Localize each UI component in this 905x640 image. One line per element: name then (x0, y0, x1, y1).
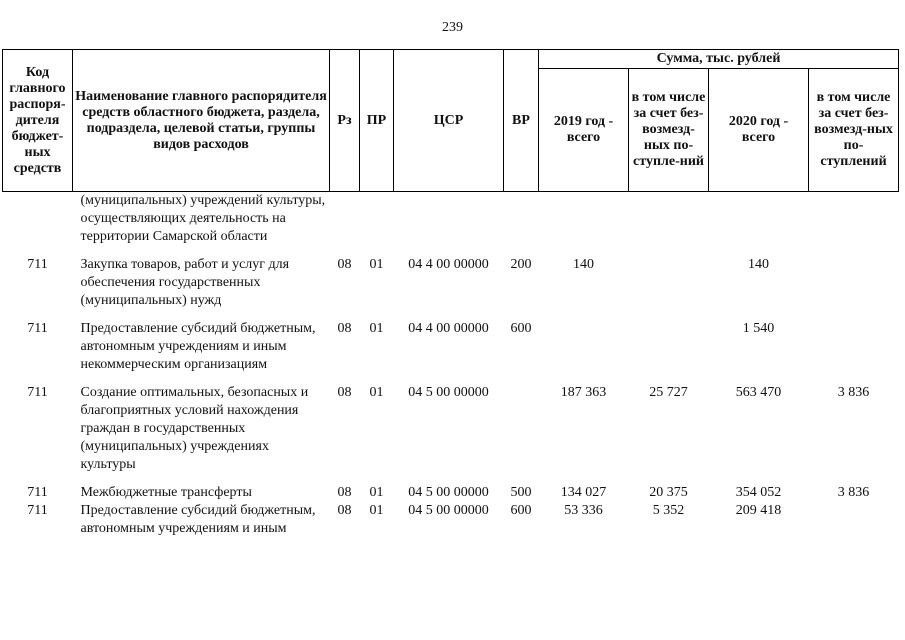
cell-pr: 01 (369, 485, 384, 500)
header-2019-total: 2019 год - всего (539, 69, 629, 192)
cell-pr (360, 192, 394, 247)
cell-name: Создание оптимальных, безопасных и благоприятных условий нахождения граждан в государственных (муниципальных) учреждениях культуры (80, 385, 309, 472)
cell-2020-free (809, 256, 899, 310)
cell-2020-free: 3 836 (837, 385, 870, 400)
cell-2019-total: 134 027 (560, 485, 607, 500)
row-spacer (3, 310, 899, 320)
header-vr: ВР (504, 50, 539, 192)
cell-pr: 01 (369, 321, 384, 336)
cell-2019-free: 5 352 (652, 503, 685, 518)
row-spacer (3, 246, 899, 256)
header-2020-free: в том числе за счет без-возмезд-ных по-ступлений (809, 69, 899, 192)
cell-code: 711 (27, 257, 48, 272)
table-header (3, 50, 899, 192)
table-row (3, 320, 899, 374)
cell-2020-total: 354 052 (735, 485, 782, 500)
header-pr: ПР (360, 50, 394, 192)
cell-csr: 04 5 00 00000 (408, 503, 489, 518)
cell-pr: 01 (369, 503, 384, 518)
cell-2020-total: 209 418 (735, 503, 782, 518)
cell-2019-total: 53 336 (564, 503, 603, 518)
cell-vr (504, 384, 539, 474)
cell-code: 711 (27, 321, 48, 336)
cell-2020-total: 1 540 (742, 321, 775, 336)
cell-2019-free (629, 256, 709, 310)
cell-name: Закупка товаров, работ и услуг для обеспечения государственных (муниципальных) нужд (80, 257, 290, 308)
table-row (3, 192, 899, 247)
cell-2020-free (809, 192, 899, 247)
cell-name: Предоставление субсидий бюджетным, автономным учреждениям и иным (80, 503, 316, 536)
cell-vr: 600 (510, 503, 532, 518)
cell-name: (муниципальных) учреждений культуры, осуществляющих деятельность на территории Самарской области (80, 193, 326, 244)
header-2019-free: в том числе за счет без-возмезд-ных по-ступле-ний (629, 69, 709, 192)
cell-2020-free: 3 836 (837, 485, 870, 500)
cell-pr: 01 (369, 385, 384, 400)
cell-code: 711 (27, 385, 48, 400)
header-name: Наименование главного распорядителя средств областного бюджета, раздела, подраздела, целевой статьи, группы видов расходов (73, 50, 330, 192)
cell-2019-total: 187 363 (560, 385, 607, 400)
budget-table (2, 49, 899, 538)
cell-name: Межбюджетные трансферты (80, 485, 252, 500)
header-csr: ЦСР (394, 50, 504, 192)
page-number: 239 (442, 20, 463, 35)
table-body (3, 192, 899, 539)
cell-vr (504, 192, 539, 247)
cell-vr: 200 (510, 257, 532, 272)
cell-csr: 04 5 00 00000 (408, 485, 489, 500)
cell-2020-free (809, 502, 899, 538)
table-row (3, 502, 899, 538)
cell-name: Предоставление субсидий бюджетным, автономным учреждениям и иным некоммерческим организациям (80, 321, 316, 372)
cell-2020-free (809, 320, 899, 374)
cell-code (3, 192, 73, 247)
table-row (3, 384, 899, 474)
cell-2019-free: 25 727 (649, 385, 688, 400)
cell-rz: 08 (337, 257, 352, 272)
cell-code: 711 (27, 485, 48, 500)
cell-rz: 08 (337, 385, 352, 400)
cell-rz: 08 (337, 503, 352, 518)
cell-2020-total: 563 470 (735, 385, 782, 400)
cell-vr: 500 (510, 485, 532, 500)
cell-csr (394, 192, 504, 247)
cell-csr: 04 4 00 00000 (408, 257, 489, 272)
cell-2020-total: 140 (748, 257, 769, 272)
cell-rz: 08 (337, 321, 352, 336)
cell-rz: 08 (337, 485, 352, 500)
cell-2019-free (629, 192, 709, 247)
row-spacer (3, 374, 899, 384)
header-sum-group: Сумма, тыс. рублей (539, 50, 899, 69)
header-rz: Рз (330, 50, 360, 192)
cell-2020-total (709, 192, 809, 247)
header-2020-total: 2020 год - всего (709, 69, 809, 192)
cell-2019-total: 140 (573, 257, 594, 272)
cell-2019-total (539, 192, 629, 247)
header-code: Код главного распоря-дителя бюджет-ных средств (3, 50, 73, 192)
row-spacer (3, 474, 899, 484)
table-row (3, 484, 899, 502)
cell-csr: 04 4 00 00000 (408, 321, 489, 336)
cell-2019-total (539, 320, 629, 374)
cell-rz (330, 192, 360, 247)
cell-csr: 04 5 00 00000 (408, 385, 489, 400)
cell-2019-free: 20 375 (649, 485, 688, 500)
table-row (3, 256, 899, 310)
cell-pr: 01 (369, 257, 384, 272)
cell-code: 711 (27, 503, 48, 518)
cell-vr: 600 (510, 321, 532, 336)
cell-2019-free (629, 320, 709, 374)
